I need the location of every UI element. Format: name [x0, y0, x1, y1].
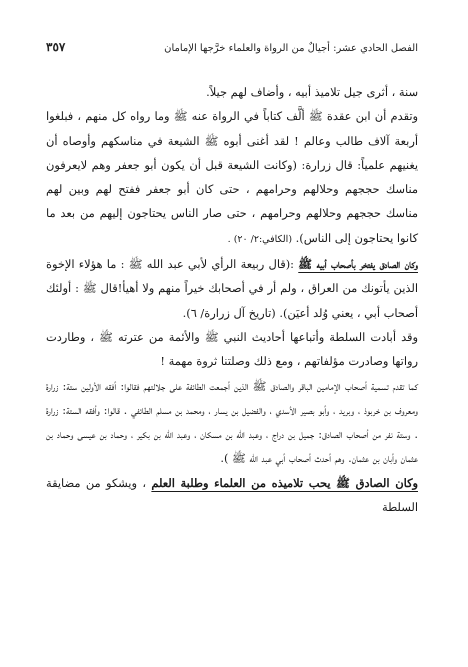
paragraph-2	[46, 104, 418, 252]
page-number: ٣٥٧	[46, 40, 66, 54]
paragraph-text: سنة ، أثرى جيل تلاميذ أبيه ، وأضاف لهم جيلاً.	[206, 85, 418, 99]
paragraph-text: :(قال ربيعة الرأي لأبي عبد الله ﷺ : ما هؤلاء الإخوة الذين يأتونك من العراق ، ولم أر في أصحابك خيراً منهم ولا أهيأ!قال ﷺ : أولئك أصحاب أبي ، يعني وُلد أعيَن). (تاريخ آل زرارة/ ٦).	[46, 257, 418, 320]
paragraph-text: كما تقدم تسمية أصحاب الإمامين الباقر والصادق ﷺ الذين أجمعت الطائفة على جلالتهم فقالوا: أفقه الأولين ستة: زرارة ومعروف بن خربوذ ، وبريد ، وأبو بصير الأسدي ، والفضيل بن يسار ، ومحمد بن مسلم الطائفي . قالوا: وأفقه الستة: زرارة . وستة نفر من أصحاب الصادق: جميل بن دراج ، وعبد الله بن مسكان ، وعبد الله بن بكير ، وحماد بن عيسى وحماد بن عثمان وأبان بن عثمان. وهم أحدث أصحاب أبي عبد الله ﷺ ).	[46, 378, 418, 466]
paragraph-text: وقد أبادت السلطة وأتباعها أحاديث النبي ﷺ والأئمة من عترته ﷺ ، وطاردت رواتها وصادرت مؤلفاتهم ، ومع ذلك وصلتنا ثروة مهمة !	[46, 329, 418, 369]
paragraph-5	[46, 374, 418, 471]
running-header	[46, 40, 418, 54]
paragraph-3	[46, 252, 418, 325]
citation: (الكافي:٢/ ٢٠) .	[227, 233, 293, 245]
paragraph-4	[46, 325, 418, 374]
paragraph-lead: وكان الصادق ﷺ يحب تلاميذه من العلماء وطلبة العلم	[151, 475, 418, 490]
chapter-title: الفصل الحادي عشر: أجيالٌ من الرواة والعلماء خرَّجها الإمامان	[164, 43, 418, 54]
paragraph-text: وتقدم أن ابن عقدة ﷺ ألَّف كتاباً في الرواة عنه ﷺ وما رواه كل منهم ، فبلغوا أربعة آلاف طالب وعالم ! لقد أغنى أبوه ﷺ الشيعة في مناسكهم وأوصاه أن يغنيهم علمياً: قال زرارة: (وكانت الشيعة قبل أن يكون أبو جعفر وهم لايعرفون مناسك حججهم وحلالهم وحرامهم ، حتى كان أبو جعفر ففتح لهم وبين لهم مناسك حججهم وحلالهم وحرامهم ، حتى صار الناس يحتاجون إليهم من بعد ما كانوا يحتاجون إلى الناس).	[46, 109, 418, 245]
document-page	[46, 40, 418, 519]
paragraph-text: ، ويشكو من مضايقة السلطة	[46, 475, 418, 515]
paragraph-6	[46, 471, 418, 520]
paragraph-1	[46, 80, 418, 104]
paragraph-lead: وكان الصادق يفتخر بأصحاب أبيه ﷺ	[298, 257, 418, 272]
